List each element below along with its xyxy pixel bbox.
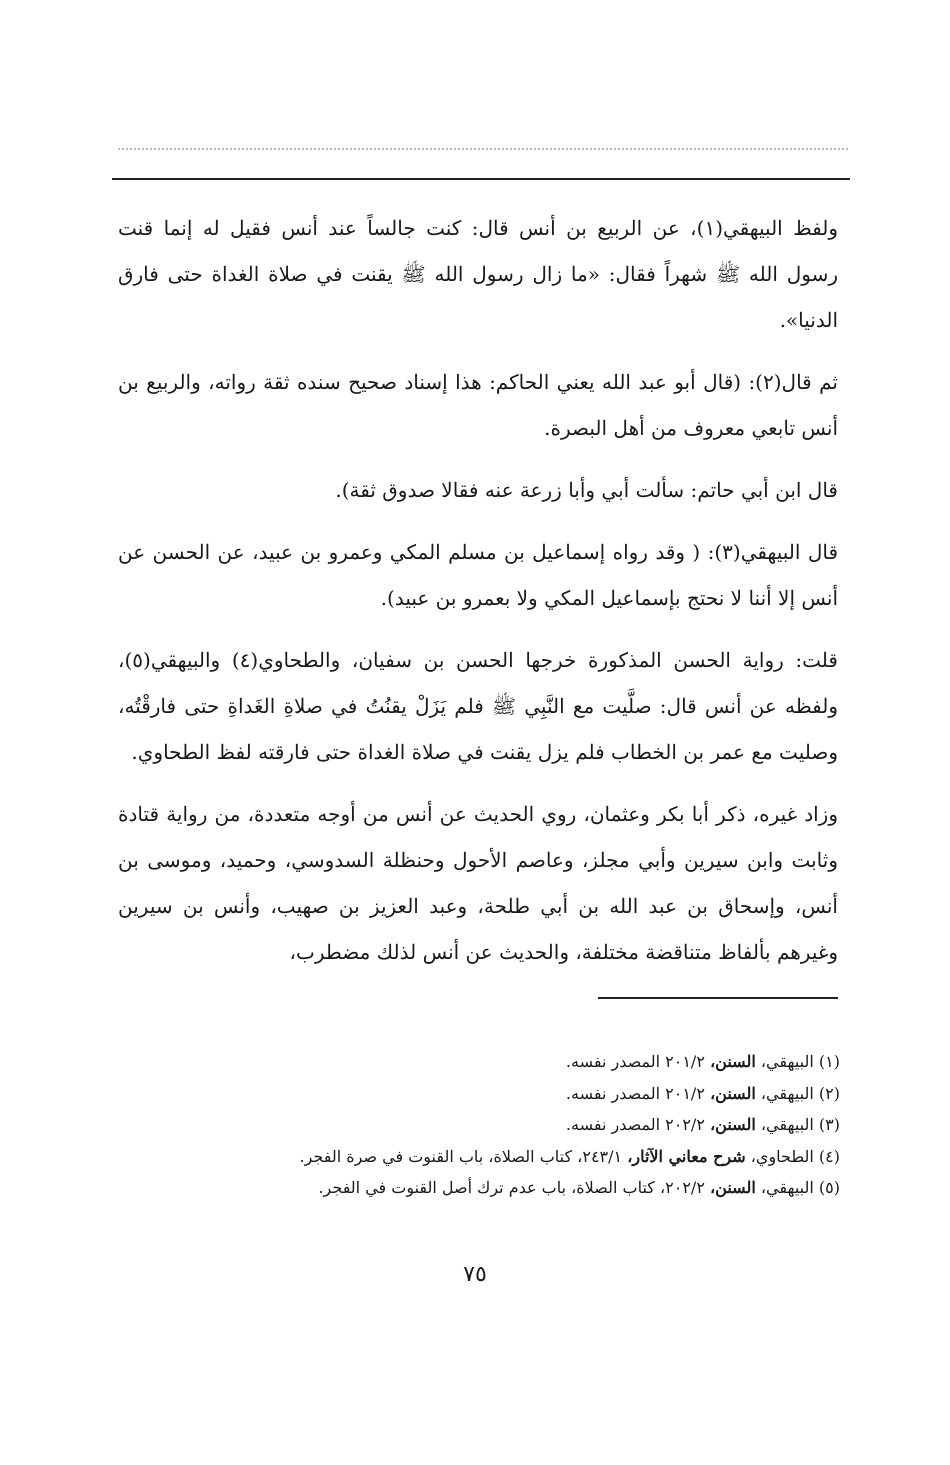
footnote-author: البيهقي، [760,1052,814,1071]
paragraph-5: قلت: رواية الحسن المذكورة خرجها الحسن بن سفيان، والطحاوي(٤) والبيهقي(٥)، ولفظه عن أنس قال: صلَّيت مع النَّبِي ﷺ فلم يَزَلْ يقنُتُ في صلاةِ الغَداةِ حتى فارقْتُه، وصليت مع عمر بن الخطاب فلم يزل يقنت في صلاة الغداة حتى فارقته لفظ الطحاوي. [118,648,838,764]
footnote-source: السنن، [710,1083,756,1103]
header-rule [112,178,850,180]
footnote-source: السنن، [710,1052,756,1071]
footnote-author: الطحاوي، [750,1146,814,1166]
footnote-2 [200,1078,840,1110]
footnote-reference: ٢٠١/٢ المصدر نفسه. [565,1052,705,1071]
footnote-number: (٥) [818,1178,840,1197]
footnote-reference: ٢٤٣/١، كتاب الصلاة، باب القنوت في صرة الفجر. [299,1146,623,1166]
paragraph-2: ثم قال(٢): (قال أبو عبد الله يعني الحاكم: هذا إسناد صحيح سنده ثقة رواته، والربيع بن أنس تابعي معروف من أهل البصرة. [118,370,838,440]
footnote-author: البيهقي، [760,1115,814,1134]
paragraph-3: قال ابن أبي حاتم: سألت أبي وأبا زرعة عنه فقالا صدوق ثقة). [335,478,838,502]
paragraph-4: قال البيهقي(٣): ( وقد رواه إسماعيل بن مسلم المكي وعمرو بن عبيد، عن الحسن عن أنس إلا أننا لا نحتج بإسماعيل المكي ولا بعمرو بن عبيد). [118,540,838,610]
footnote-1 [200,1046,840,1078]
page-number: ٧٥ [463,1262,487,1287]
footnote-number: (٤) [818,1146,840,1166]
footnote-source: السنن، [710,1115,756,1134]
footnote-author: البيهقي، [760,1083,814,1103]
header-dotted-line [118,148,848,150]
footnote-5 [200,1172,840,1204]
footnote-source: السنن، [710,1178,756,1197]
footnote-number: (١) [818,1052,840,1071]
footnote-reference: ٢٠١/٢ المصدر نفسه. [565,1083,705,1103]
footnote-separator [598,997,838,999]
footnote-number: (٣) [818,1115,840,1134]
footnote-4 [200,1141,840,1173]
footnote-reference: ٢٠٢/٢، كتاب الصلاة، باب عدم ترك أصل القنوت في الفجر. [318,1178,705,1197]
footnote-source: شرح معاني الآثار، [627,1146,746,1166]
paragraph-1: ولفظ البيهقي(١)، عن الربيع بن أنس قال: كنت جالساً عند أنس فقيل له إنما قنت رسول الله ﷺ شهراً فقال: «ما زال رسول الله ﷺ يقنت في صلاة الغداة حتى فارق الدنيا». [118,216,838,332]
paragraph-6: وزاد غيره، ذكر أبا بكر وعثمان، روي الحديث عن أنس من أوجه متعددة، من رواية قتادة وثابت وابن سيرين وأبي مجلز، وعاصم الأحول وحنظلة السدوسي، وحميد، وموسى بن أنس، وإسحاق بن عبد الله بن أبي طلحة، وعبد العزيز بن صهيب، وأنس بن سيرين وغيرهم بألفاظ متناقضة مختلفة، والحديث عن أنس لذلك مضطرب، [118,802,839,964]
footnotes [200,1046,840,1204]
footnote-reference: ٢٠٢/٢ المصدر نفسه. [565,1115,705,1134]
main-text [118,205,838,991]
footnote-3 [200,1109,840,1141]
footnote-number: (٢) [818,1083,840,1103]
footnote-author: البيهقي، [760,1178,814,1197]
